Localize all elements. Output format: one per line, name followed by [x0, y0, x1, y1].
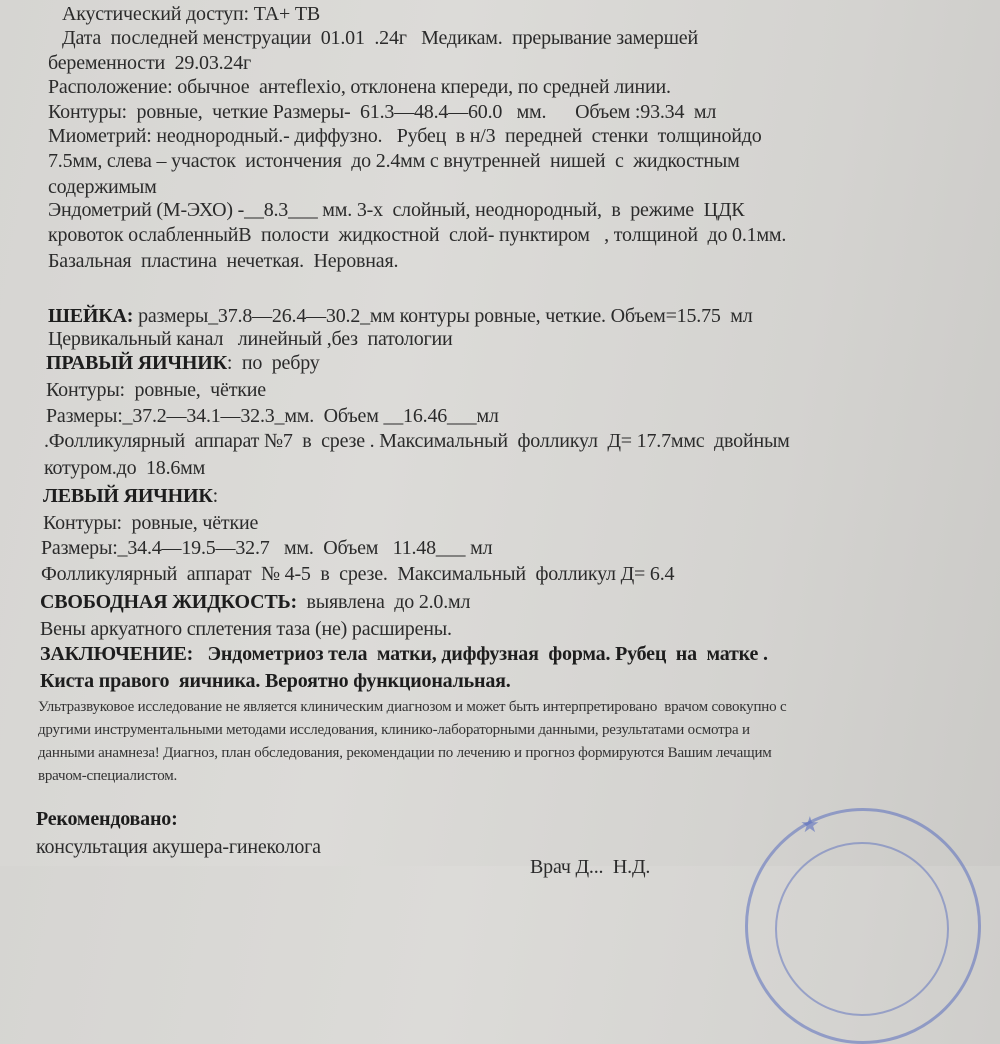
right-ovary-heading: ПРАВЫЙ ЯИЧНИК: [46, 352, 227, 374]
disclaimer-2: другими инструментальными методами исследования, клинико-лабораторными данными, результатами осмотра и: [38, 722, 750, 738]
cervix-line: [48, 305, 753, 327]
uterus-contours: Контуры: ровные, четкие Размеры- 61.3—48.4—60.0 мм. Объем :93.34 мл: [48, 101, 717, 123]
veins: Вены аркуатного сплетения таза (не) расширены.: [40, 618, 452, 640]
left-ovary-follicles: Фолликулярный аппарат № 4-5 в срезе. Максимальный фолликул Д= 6.4: [41, 563, 675, 585]
right-ovary-line: [46, 352, 320, 374]
conclusion-line: [40, 643, 768, 665]
myometrium-2: 7.5мм, слева – участок истончения до 2.4мм с внутренней нишей с жидкостным: [48, 150, 740, 172]
right-ovary-text: : по ребру: [226, 352, 320, 374]
right-ovary-contours: Контуры: ровные, чёткие: [46, 379, 266, 401]
conclusion-text: Эндометриоз тела матки, диффузная форма. Рубец на матке .: [193, 643, 768, 665]
cervical-canal: Цервикальный канал линейный ,без патологии: [48, 328, 453, 350]
last-menstruation: Дата последней менструации 01.01 .24г Медикам. прерывание замершей: [62, 27, 698, 49]
conclusion-line-2: Киста правого яичника. Вероятно функциональная.: [40, 670, 511, 692]
doctor-name: Врач Д... Н.Д.: [530, 856, 651, 878]
right-ovary-follicles: .Фолликулярный аппарат №7 в срезе . Максимальный фолликул Д= 17.7ммс двойным: [44, 430, 790, 452]
right-ovary-follicles-2: котуром.до 18.6мм: [44, 457, 206, 479]
left-ovary-text: :: [212, 485, 219, 507]
free-fluid-line: [40, 591, 470, 613]
stamp-inner-ring: [775, 842, 949, 1016]
left-ovary-sizes: Размеры:_34.4—19.5—32.7 мм. Объем 11.48___ мл: [41, 537, 493, 559]
disclaimer-4: врачом-специалистом.: [38, 768, 178, 784]
right-ovary-sizes: Размеры:_37.2—34.1—32.3_мм. Объем __16.46___мл: [46, 405, 499, 427]
acoustic-access: Акустический доступ: ТА+ ТВ: [62, 3, 321, 25]
stamp-star-icon: ★: [800, 812, 820, 837]
free-fluid-heading: СВОБОДНАЯ ЖИДКОСТЬ:: [40, 591, 297, 613]
myometrium-3: содержимым: [48, 176, 157, 198]
left-ovary-contours: Контуры: ровные, чёткие: [43, 512, 259, 534]
cervix-text: размеры_37.8—26.4—30.2_мм контуры ровные, четкие. Объем=15.75 мл: [133, 305, 753, 327]
cervix-heading: ШЕЙКА:: [48, 305, 134, 327]
myometrium: Миометрий: неоднородный.- диффузно. Рубец в н/3 передней стенки толщинойдо: [48, 125, 762, 147]
conclusion-heading: ЗАКЛЮЧЕНИЕ:: [40, 643, 194, 665]
endometrium-2: кровоток ослабленныйВ полости жидкостной слой- пунктиром , толщиной до 0.1мм.: [48, 224, 787, 246]
endometrium: Эндометрий (М-ЭХО) -__8.3___ мм. 3-х слойный, неоднородный, в режиме ЦДК: [48, 199, 745, 221]
left-ovary-heading: ЛЕВЫЙ ЯИЧНИК: [43, 485, 213, 507]
pregnancy-date: беременности 29.03.24г: [48, 52, 252, 74]
uterus-position: Расположение: обычное антеflexio, отклонена кпереди, по средней линии.: [48, 76, 671, 98]
endometrium-3: Базальная пластина нечеткая. Неровная.: [48, 250, 399, 272]
left-ovary-line: [43, 485, 218, 507]
disclaimer-1: Ультразвуковое исследование не является клиническим диагнозом и может быть интерпретировано врачом совокупно с: [38, 699, 787, 715]
recommended-heading: Рекомендовано:: [36, 808, 178, 830]
free-fluid-text: выявлена до 2.0.мл: [296, 591, 471, 613]
disclaimer-3: данными анамнеза! Диагноз, план обследования, рекомендации по лечению и прогноз формируются Вашим лечащим: [38, 745, 772, 761]
recommended-text: консультация акушера-гинеколога: [36, 836, 321, 858]
